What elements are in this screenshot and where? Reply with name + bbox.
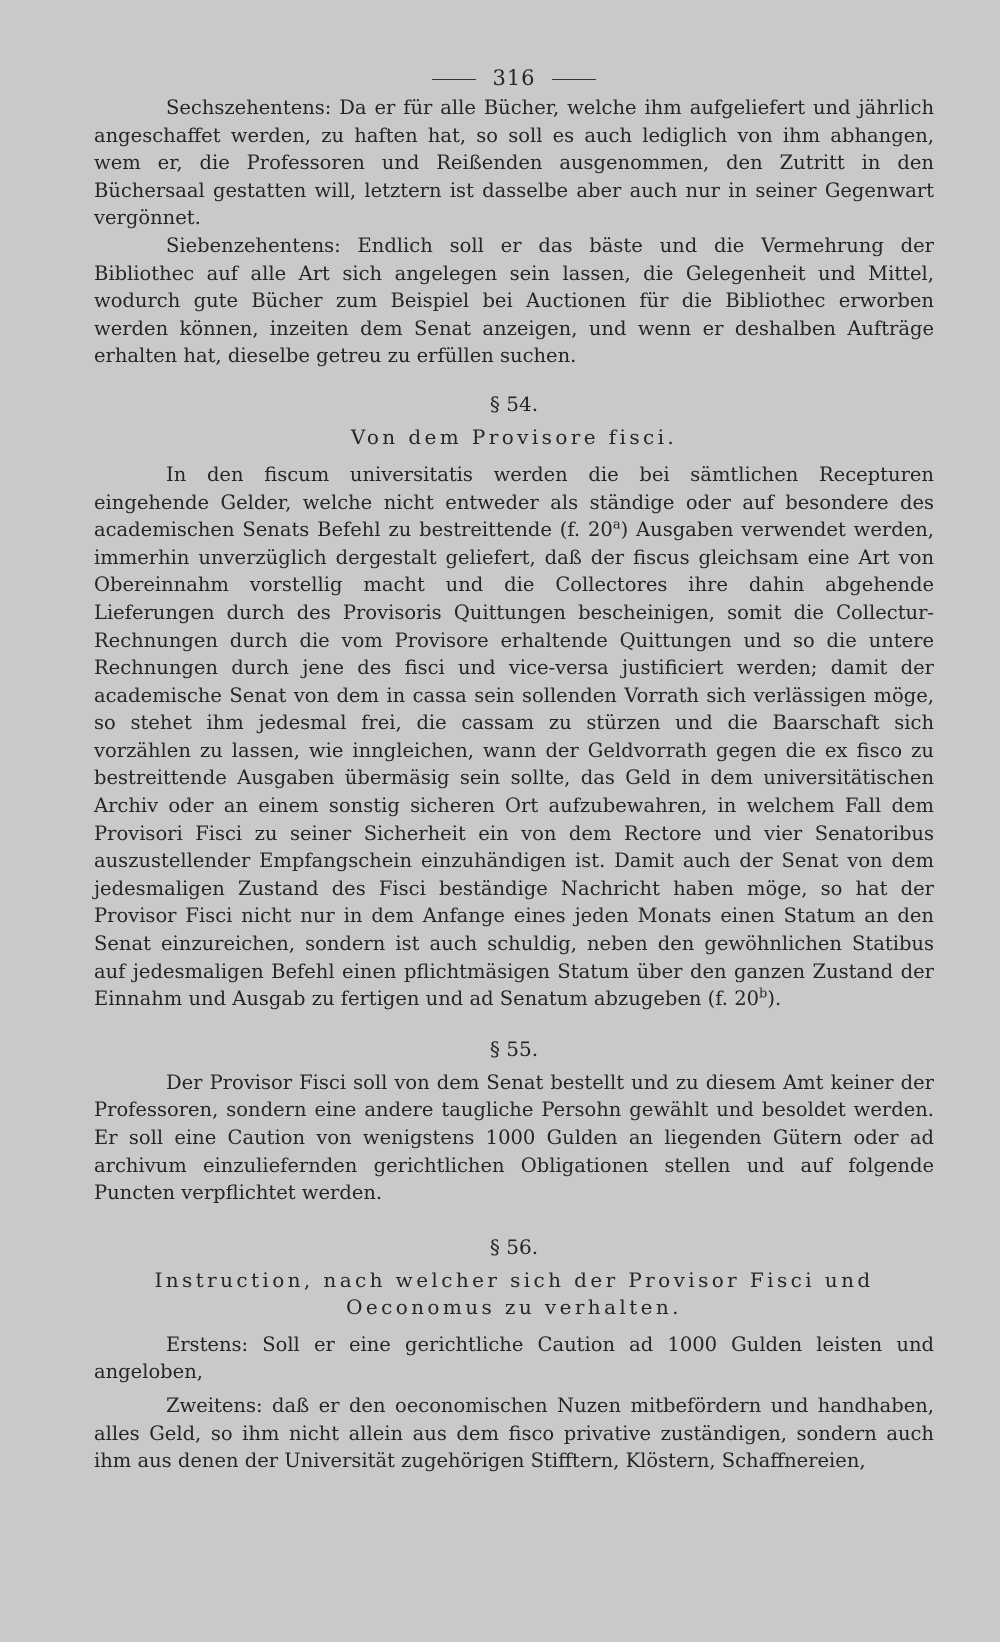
- paragraph-sechszehentens: Sechszehentens: Da er für alle Bücher, welche ihm aufgeliefert und jährlich angeschaffet werden, zu haften hat, so soll es auch lediglich von ihm abhangen, wem er, die Professoren und Reißenden ausgenommen, den Zutritt in den Büchersaal gestatten will, letztern ist dasselbe aber auch nur in seiner Gegenwart vergönnet.: [94, 96, 934, 230]
- paragraph-section-55: Der Provisor Fisci soll von dem Senat bestellt und zu diesem Amt keiner der Professoren, sondern eine andere taugliche Persohn gewählt und besoldet werden. Er soll eine Caution von wenigstens 1000 Gulden an liegenden Gütern oder ad archivum einzuliefernden gerichtlichen Obligationen stellen und auf folgende Puncten verpflichtet werden.: [94, 1070, 934, 1205]
- section-55-heading: § 55.: [489, 1036, 539, 1061]
- paragraph-section-54-part-a: In den fiscum universitatis werden die bei sämtlichen Recepturen eingehende Gelder, welche nicht entweder als ständige oder auf besondere des academischen Senats Befehl zu bestreittende (f. 20: [94, 462, 934, 542]
- paragraph-section-54: [94, 461, 934, 1013]
- paragraph-erstens: Erstens: Soll er eine gerichtliche Caution ad 1000 Gulden leisten und angeloben,: [94, 1332, 934, 1384]
- page-number-dash-right: [552, 79, 596, 81]
- footnote-ref-b: b: [759, 986, 768, 1002]
- page-number-text: 316: [492, 66, 536, 90]
- page-number: [94, 62, 934, 94]
- section-54-title: Von dem Provisore fisci.: [350, 424, 678, 449]
- page-number-dash-left: [432, 79, 476, 81]
- paragraph-zweitens: Zweitens: daß er den oeconomischen Nuzen mitbefördern und handhaben, alles Geld, so ihm nicht allein aus dem fisco privative zuständigen, sondern auch ihm aus denen der Universität zugehörigen Stifftern, Klöstern, Schaffnereien,: [94, 1393, 934, 1473]
- paragraph-section-54-part-b: ) Ausgaben verwendet werden, immerhin unverzüglich dergestalt geliefert, daß der fiscus gleichsam eine Art von Obereinnahm vorstellig macht und die Collectores ihre dahin abgehende Lieferungen durch des Provisoris Quittungen bescheinigen, somit die Collectur-Rechnungen durch die vom Provisore erhaltende Quittungen und so die untere Rechnungen durch jene des fisci und vice-versa justificiert werden; damit der academische Senat von dem in cassa sein sollenden Vorrath sich verlässigen möge, so stehet ihm jedesmal frei, die cassam zu stürzen und die Baarschaft sich vorzählen zu lassen, wie inngleichen, wann der Geldvorrath gegen die ex fisco zu bestreittende Ausgaben übermäsig sein sollte, das Geld in dem universitätischen Archiv oder an einem sonstig sicheren Ort aufzubewahren, in welchem Fall dem Provisori Fisci zu seiner Sicherheit ein von dem Rectore und vier Senatoribus auszustellender Empfangschein einzuhändigen ist. Damit auch der Senat von dem jedesmaligen Zustand des Fisci beständige Nachricht haben möge, so hat der Provisor Fisci nicht nur in dem Anfange eines jeden Monats einen Statum an den Senat einzureichen, sondern ist auch schuldig, neben den gewöhnlichen Statibus auf jedesmaligen Befehl einen pflichtmäsigen Statum über den ganzen Zustand der Einnahm und Ausgab zu fertigen und ad Senatum abzugeben (f. 20: [94, 518, 934, 1011]
- paragraph-section-54-part-c: ).: [767, 987, 782, 1011]
- paragraph-siebenzehentens: Siebenzehentens: Endlich soll er das bäste und die Vermehrung der Bibliothec auf alle Art sich angelegen sein lassen, die Gelegenheit und Mittel, wodurch gute Bücher zum Beispiel bei Auctionen für die Bibliothec erworben werden können, inzeiten dem Senat anzeigen, und wenn er deshalben Aufträge erhalten hat, dieselbe getreu zu erfüllen suchen.: [94, 233, 934, 368]
- section-54-heading: § 54.: [489, 391, 539, 416]
- section-56-heading: § 56.: [489, 1234, 539, 1259]
- section-56-title: Instruction, nach welcher sich der Provisor Fisci und Oeconomus zu verhalten.: [154, 1267, 874, 1319]
- footnote-ref-a: a: [612, 517, 621, 533]
